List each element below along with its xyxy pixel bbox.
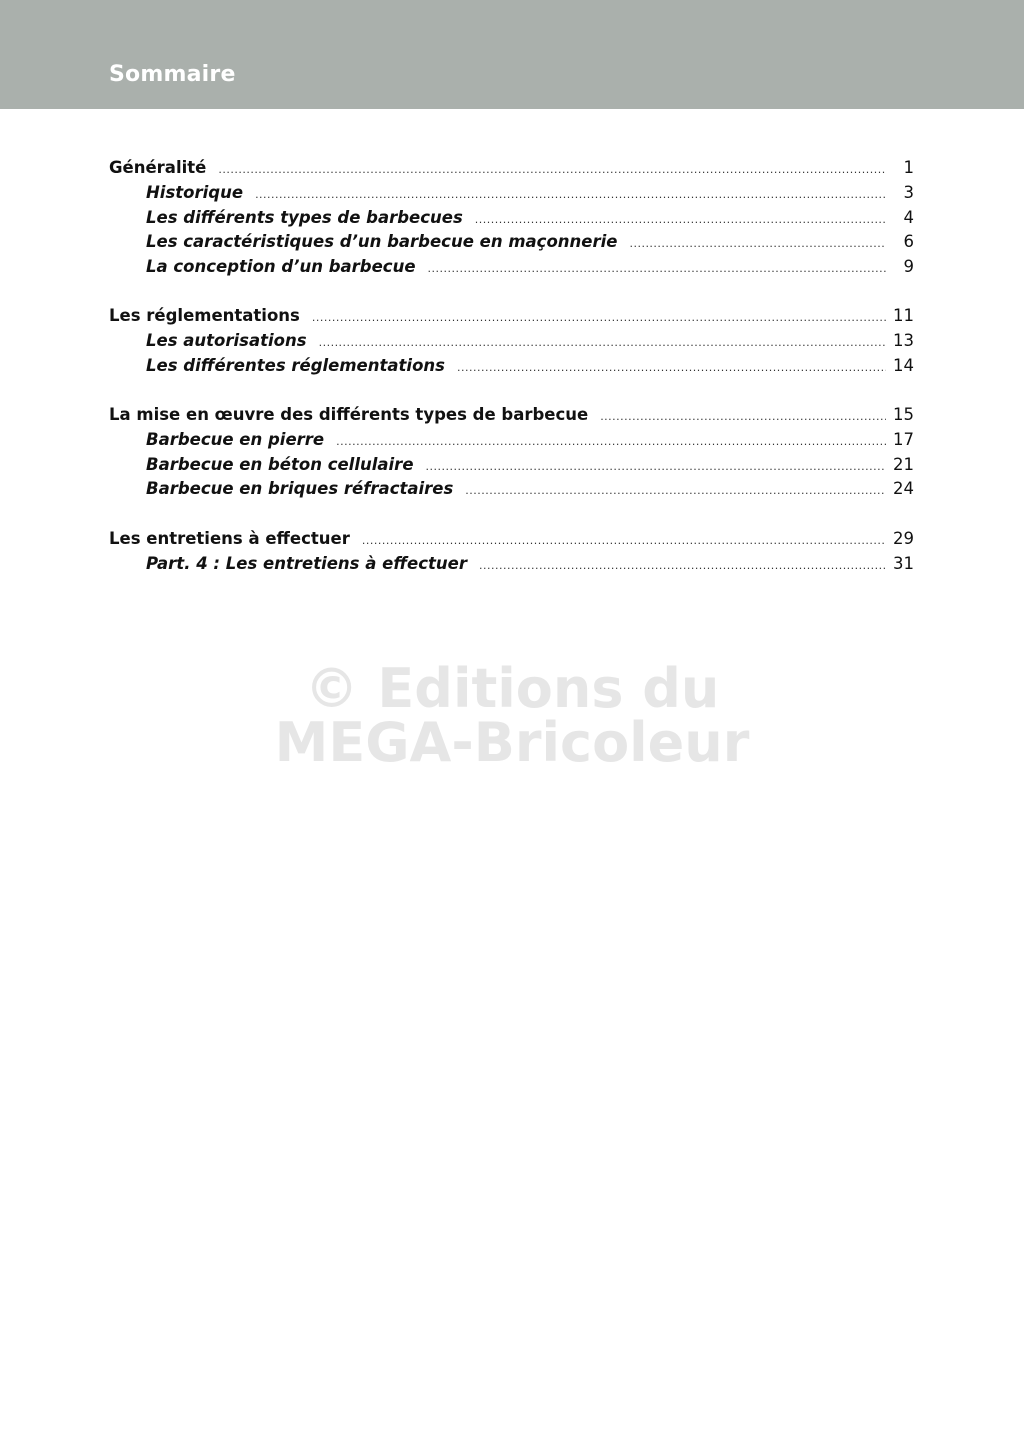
dot-leader <box>319 336 886 349</box>
dot-leader <box>426 460 886 473</box>
dot-leader <box>218 163 886 176</box>
toc-entry-title: Historique <box>146 183 244 202</box>
copyright-watermark <box>0 657 1024 774</box>
toc-page-number: 11 <box>893 306 914 325</box>
toc-page-number: 17 <box>893 430 914 449</box>
toc-page-number: 21 <box>893 454 914 474</box>
toc-entry-title: Les entretiens à effectuer <box>109 528 350 548</box>
toc-page-number: 3 <box>903 183 914 202</box>
toc-page-number: 24 <box>893 479 914 498</box>
dot-leader <box>465 484 886 497</box>
dot-leader <box>600 410 886 423</box>
toc-page-number: 31 <box>893 553 914 573</box>
toc-entry-subsection[interactable] <box>109 554 914 579</box>
toc-entry-title: La conception d’un barbecue <box>146 256 416 276</box>
toc-entry-title: Barbecue en briques réfractaires <box>146 479 454 498</box>
dot-leader <box>475 213 886 226</box>
dot-leader <box>428 262 886 275</box>
toc-entry-subsection[interactable] <box>109 183 914 208</box>
toc-entry-subsection[interactable] <box>109 331 914 356</box>
dot-leader <box>362 534 886 547</box>
toc-page-number: 14 <box>893 355 914 375</box>
toc-section <box>109 158 914 281</box>
toc-page-number: 4 <box>903 207 914 227</box>
toc-entry-subsection[interactable] <box>109 430 914 455</box>
toc-page-number: 13 <box>893 331 914 350</box>
header-band <box>0 0 1024 109</box>
toc-page-number: 1 <box>903 158 914 177</box>
dot-leader <box>629 237 886 250</box>
toc-entry-title: Les réglementations <box>109 306 300 325</box>
toc-entry-title: Les caractéristiques d’un barbecue en maçonnerie <box>146 232 618 251</box>
dot-leader <box>457 361 886 374</box>
toc-entry-subsection[interactable] <box>109 232 914 257</box>
toc-entry-title: Les autorisations <box>146 331 307 350</box>
dot-leader <box>479 559 886 572</box>
toc-section <box>109 529 914 579</box>
toc-page-number: 15 <box>893 405 914 424</box>
toc-entry-title: Barbecue en pierre <box>146 430 325 449</box>
toc-entry-title: Les différentes réglementations <box>146 355 445 375</box>
toc-page-number: 9 <box>903 256 914 276</box>
dot-leader <box>336 435 886 448</box>
dot-leader <box>312 311 886 324</box>
toc-entry-subsection[interactable] <box>109 257 914 282</box>
toc-entry-title: La mise en œuvre des différents types de barbecue <box>109 405 589 424</box>
toc-entry-subsection[interactable] <box>109 356 914 381</box>
table-of-contents <box>109 158 914 603</box>
toc-entry-title: Généralité <box>109 158 207 177</box>
toc-entry-subsection[interactable] <box>109 208 914 233</box>
toc-entry-title: Part. 4 : Les entretiens à effectuer <box>146 553 467 573</box>
toc-section <box>109 306 914 380</box>
toc-entry-title: Les différents types de barbecues <box>146 207 463 227</box>
toc-entry-chapter[interactable] <box>109 405 914 430</box>
watermark-line-2: MEGA-Bricoleur <box>274 711 750 774</box>
toc-entry-title: Barbecue en béton cellulaire <box>146 454 414 474</box>
toc-entry-chapter[interactable] <box>109 158 914 183</box>
dot-leader <box>255 188 886 201</box>
toc-entry-subsection[interactable] <box>109 455 914 480</box>
page-title: Sommaire <box>109 62 236 87</box>
toc-entry-chapter[interactable] <box>109 306 914 331</box>
toc-entry-subsection[interactable] <box>109 479 914 504</box>
toc-section <box>109 405 914 504</box>
watermark-line-1: © Editions du <box>304 657 720 720</box>
toc-page-number: 6 <box>903 232 914 251</box>
toc-page-number: 29 <box>893 528 914 548</box>
toc-entry-chapter[interactable] <box>109 529 914 554</box>
